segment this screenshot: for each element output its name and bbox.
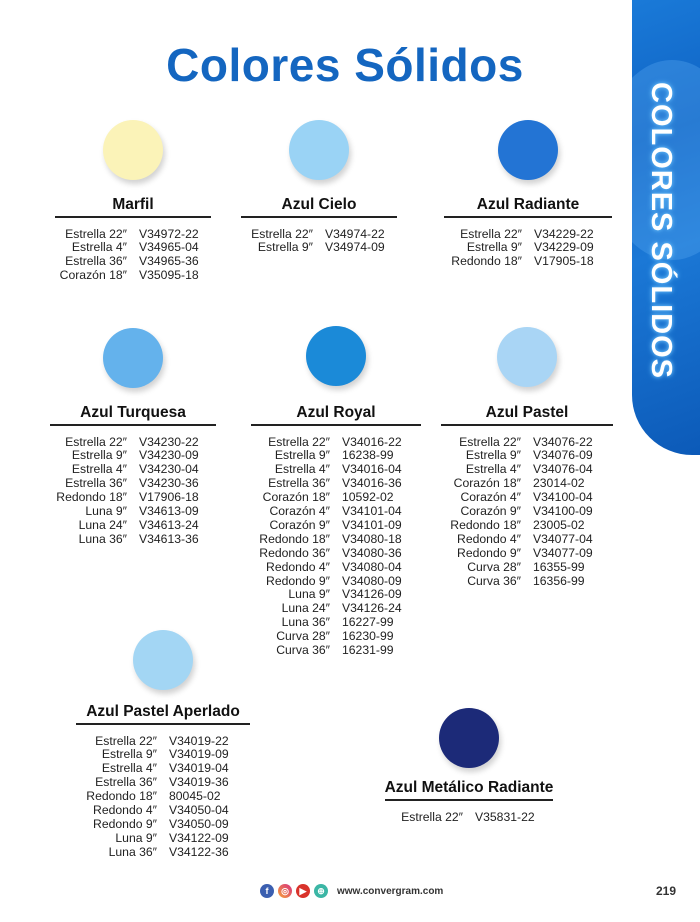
item-size: Luna 36″: [108, 844, 157, 859]
item-code: V34019-36: [169, 775, 229, 790]
divider: [50, 424, 216, 426]
side-tab-label: COLORES SÓLIDOS: [645, 82, 677, 379]
item-code: V34230-22: [139, 434, 199, 449]
item-size: Estrella 22″: [65, 226, 127, 241]
item-code: V34100-04: [533, 490, 593, 505]
item-code: 80045-02: [169, 789, 221, 804]
item-code: V34229-09: [534, 240, 594, 255]
item-size: Redondo 9″: [457, 545, 521, 560]
product-name: Azul Metálico Radiante: [384, 779, 554, 796]
balloon-swatch: [439, 708, 499, 768]
product-name: Azul Pastel: [485, 404, 569, 421]
item-code: 16356-99: [533, 573, 585, 588]
product-code-list: [43, 228, 223, 284]
item-size: Curva 28″: [467, 559, 521, 574]
product-block: [229, 196, 409, 255]
item-code: V34050-09: [169, 816, 229, 831]
product-code-list: [43, 436, 223, 547]
item-size: Luna 9″: [288, 587, 330, 602]
balloon-swatch: [289, 120, 349, 180]
item-code: V34019-04: [169, 761, 229, 776]
web-icon[interactable]: ⊕: [314, 884, 328, 898]
balloon-swatch: [498, 120, 558, 180]
divider: [76, 723, 250, 725]
product-code-list: [246, 436, 426, 659]
item-size: Redondo 4″: [266, 559, 330, 574]
divider: [441, 424, 613, 426]
item-code: V34101-09: [342, 517, 402, 532]
item-code: V34076-22: [533, 434, 593, 449]
item-code: V34080-36: [342, 545, 402, 560]
item-size: Estrella 4″: [71, 240, 127, 255]
item-size: Redondo 9″: [266, 573, 330, 588]
item-code: V34230-09: [139, 448, 199, 463]
product-name: Azul Pastel Aperlado: [86, 703, 240, 720]
item-code: V34974-09: [325, 240, 385, 255]
item-code: 16238-99: [342, 448, 394, 463]
item-code: V34126-09: [342, 587, 402, 602]
item-size: Luna 24″: [281, 601, 330, 616]
item-size: Estrella 22″: [460, 226, 522, 241]
item-code: V34019-22: [169, 733, 229, 748]
item-code: V34122-09: [169, 830, 229, 845]
product-name: Azul Radiante: [476, 196, 580, 213]
item-size: Estrella 36″: [65, 254, 127, 269]
item-code: V34230-36: [139, 476, 199, 491]
youtube-icon[interactable]: ▶: [296, 884, 310, 898]
item-size: Corazón 18″: [262, 490, 330, 505]
item-code: V34016-22: [342, 434, 402, 449]
divider: [385, 799, 553, 801]
product-block: [43, 196, 223, 283]
item-size: Redondo 18″: [450, 517, 521, 532]
product-block: [246, 404, 426, 658]
item-size: Corazón 4″: [269, 504, 330, 519]
item-size: Luna 9″: [85, 504, 127, 519]
footer: [260, 884, 443, 898]
product-name: Marfil: [112, 196, 154, 213]
balloon-swatch: [103, 328, 163, 388]
item-size: Estrella 9″: [101, 747, 157, 762]
item-size: Estrella 22″: [459, 434, 521, 449]
product-name: Azul Cielo: [281, 196, 357, 213]
item-code: 16230-99: [342, 629, 394, 644]
item-size: Estrella 9″: [257, 240, 313, 255]
item-code: 16231-99: [342, 643, 394, 658]
item-size: Corazón 18″: [453, 476, 521, 491]
item-size: Estrella 4″: [274, 462, 330, 477]
item-code: V34100-09: [533, 504, 593, 519]
product-block: [43, 404, 223, 547]
item-size: Luna 24″: [78, 517, 127, 532]
item-code: 23014-02: [533, 476, 585, 491]
item-code: V34613-36: [139, 531, 199, 546]
item-size: Redondo 9″: [93, 816, 157, 831]
item-code: V34077-04: [533, 531, 593, 546]
item-code: V35095-18: [139, 268, 199, 283]
item-size: Redondo 18″: [86, 789, 157, 804]
item-code: V34972-22: [139, 226, 199, 241]
item-size: Estrella 9″: [465, 448, 521, 463]
product-code-list: [379, 811, 559, 825]
balloon-swatch: [103, 120, 163, 180]
product-block: [379, 779, 559, 824]
item-code: 23005-02: [533, 517, 585, 532]
item-code: V17906-18: [139, 490, 199, 505]
item-size: Redondo 4″: [457, 531, 521, 546]
item-code: V34974-22: [325, 226, 385, 241]
item-size: Redondo 18″: [56, 490, 127, 505]
item-size: Redondo 18″: [259, 531, 330, 546]
item-code: V34076-04: [533, 462, 593, 477]
item-code: 10592-02: [342, 490, 394, 505]
item-code: V34077-09: [533, 545, 593, 560]
item-size: Luna 36″: [78, 531, 127, 546]
item-size: Estrella 9″: [71, 448, 127, 463]
item-code: V34122-36: [169, 844, 229, 859]
page-title: Colores Sólidos: [166, 39, 524, 91]
product-code-list: [438, 228, 618, 270]
item-size: Corazón 4″: [460, 490, 521, 505]
item-size: Estrella 9″: [274, 448, 330, 463]
item-code: V34101-04: [342, 504, 402, 519]
item-code: 16227-99: [342, 615, 394, 630]
item-size: Redondo 36″: [259, 545, 330, 560]
item-size: Corazón 9″: [269, 517, 330, 532]
item-code: V34126-24: [342, 601, 402, 616]
item-size: Curva 36″: [276, 643, 330, 658]
item-size: Estrella 22″: [401, 809, 463, 824]
item-code: V34080-04: [342, 559, 402, 574]
balloon-swatch: [306, 326, 366, 386]
item-size: Estrella 4″: [71, 462, 127, 477]
item-size: Estrella 22″: [268, 434, 330, 449]
divider: [241, 216, 397, 218]
item-size: Curva 36″: [467, 573, 521, 588]
product-code-list: [229, 228, 409, 256]
item-code: 16355-99: [533, 559, 585, 574]
item-code: V17905-18: [534, 254, 594, 269]
item-size: Estrella 4″: [465, 462, 521, 477]
item-size: Luna 9″: [115, 830, 157, 845]
product-block: [73, 703, 253, 860]
product-name: Azul Turquesa: [80, 404, 186, 421]
divider: [55, 216, 211, 218]
item-size: Estrella 36″: [95, 775, 157, 790]
item-size: Estrella 22″: [251, 226, 313, 241]
item-size: Redondo 18″: [451, 254, 522, 269]
item-code: V34016-04: [342, 462, 402, 477]
item-code: V34016-36: [342, 476, 402, 491]
item-code: V34080-09: [342, 573, 402, 588]
balloon-swatch: [497, 327, 557, 387]
item-code: V34613-24: [139, 517, 199, 532]
facebook-icon[interactable]: f: [260, 884, 274, 898]
item-size: Luna 36″: [281, 615, 330, 630]
product-name: Azul Royal: [296, 404, 376, 421]
divider: [251, 424, 421, 426]
divider: [444, 216, 612, 218]
instagram-icon[interactable]: ◎: [278, 884, 292, 898]
item-size: Corazón 9″: [460, 504, 521, 519]
website-link[interactable]: www.convergram.com: [337, 885, 444, 897]
product-block: [437, 404, 617, 588]
item-size: Redondo 4″: [93, 803, 157, 818]
item-code: V34050-04: [169, 803, 229, 818]
item-code: V34965-36: [139, 254, 199, 269]
item-size: Estrella 36″: [65, 476, 127, 491]
item-size: Corazón 18″: [59, 268, 127, 283]
page-number: 219: [656, 884, 677, 898]
item-code: V35831-22: [475, 809, 535, 824]
item-code: V34965-04: [139, 240, 199, 255]
item-size: Estrella 36″: [268, 476, 330, 491]
item-size: Estrella 4″: [101, 761, 157, 776]
item-code: V34613-09: [139, 504, 199, 519]
balloon-swatch: [133, 630, 193, 690]
item-code: V34080-18: [342, 531, 402, 546]
item-code: V34229-22: [534, 226, 594, 241]
item-code: V34076-09: [533, 448, 593, 463]
item-size: Estrella 22″: [95, 733, 157, 748]
product-code-list: [73, 735, 253, 860]
product-block: [438, 196, 618, 269]
item-size: Curva 28″: [276, 629, 330, 644]
item-code: V34230-04: [139, 462, 199, 477]
product-code-list: [437, 436, 617, 589]
item-code: V34019-09: [169, 747, 229, 762]
item-size: Estrella 9″: [466, 240, 522, 255]
item-size: Estrella 22″: [65, 434, 127, 449]
